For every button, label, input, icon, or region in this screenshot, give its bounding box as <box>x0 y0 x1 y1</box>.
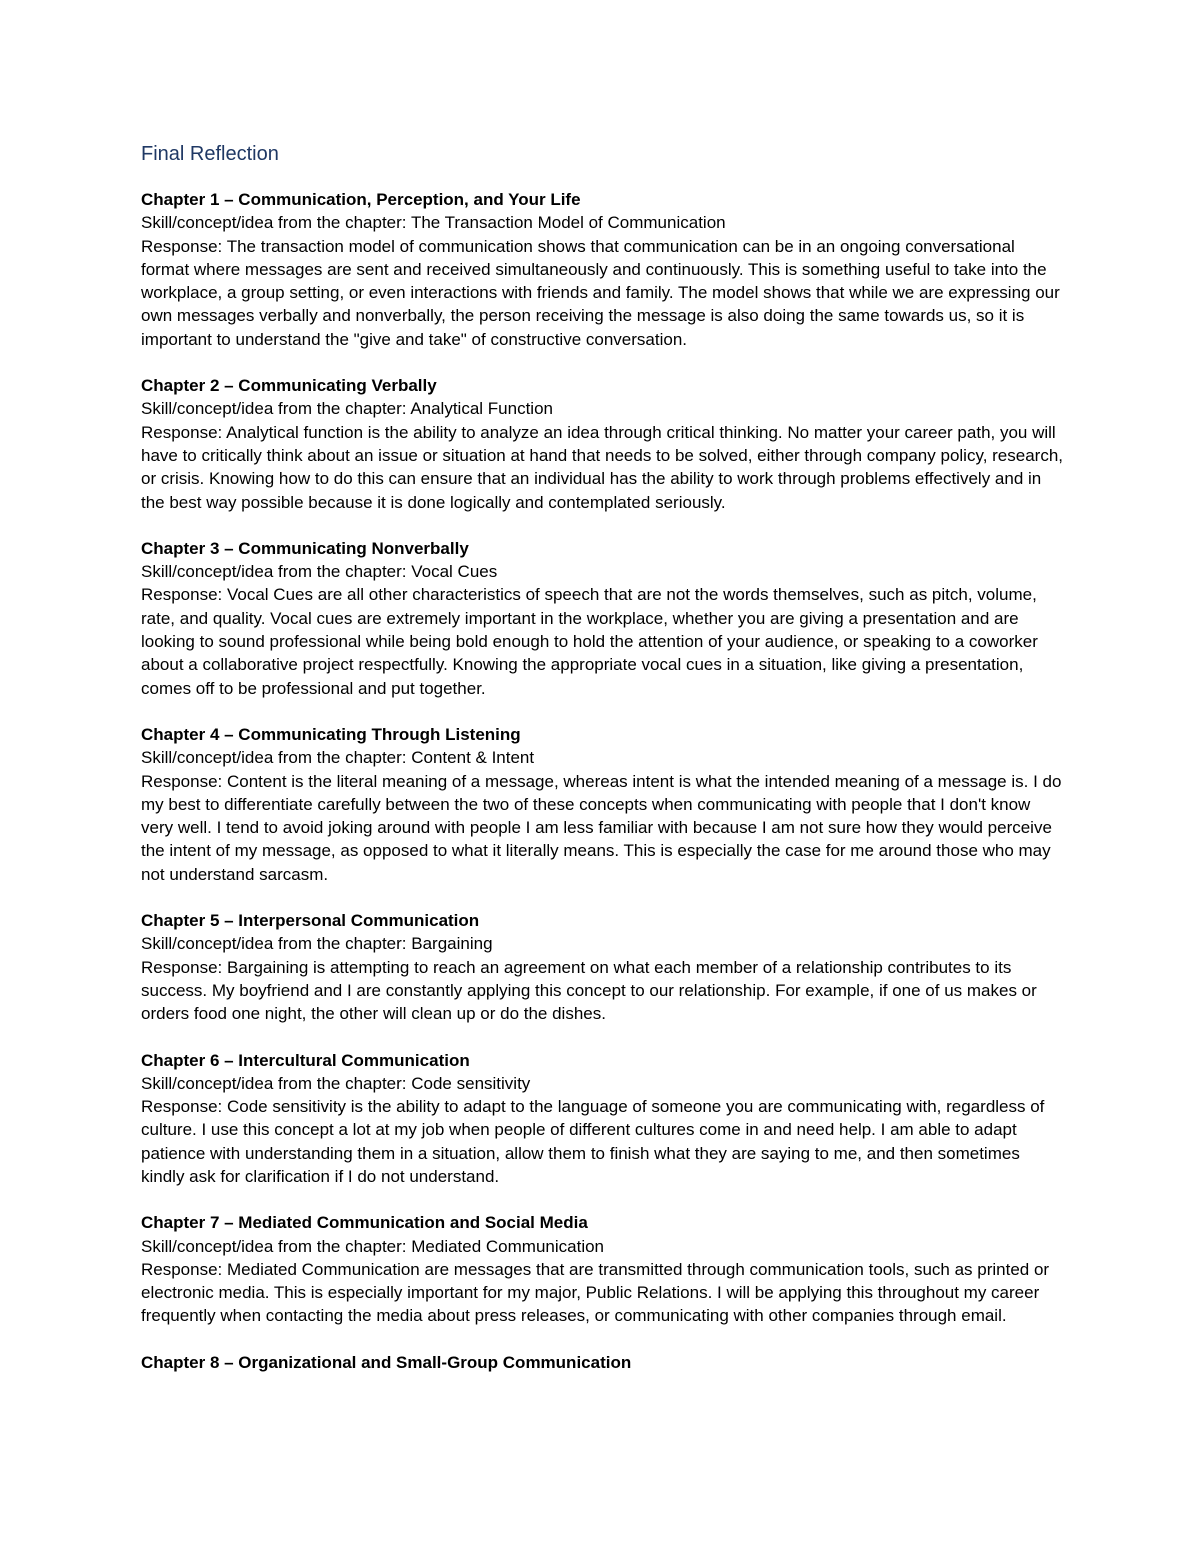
skill-line <box>141 1072 1066 1095</box>
response-text: Vocal Cues are all other characteristics of speech that are not the words themselves, such as pitch, volume, rate, and quality. Vocal cues are extremely important in the workplace, whether you are giving a presentation and are looking to sound professional while being bold enough to hold the attention of your audience, or speaking to a coworker about a collaborative project respectfully. Knowing the appropriate vocal cues in a situation, like giving a presentation, comes off to be professional and put together. <box>141 585 1038 698</box>
chapter-heading: Chapter 5 – Interpersonal Communication <box>141 911 480 931</box>
skill-value: Content & Intent <box>411 748 535 768</box>
chapter-section-8 <box>141 1351 1066 1374</box>
response-prefix: Response: <box>141 585 227 605</box>
response-prefix: Response: <box>141 422 227 442</box>
response-text: Analytical function is the ability to analyze an idea through critical thinking. No matter your career path, you will have to critically think about an issue or situation at hand that needs to be solved, either through company policy, research, or crisis. Knowing how to do this can ensure that an individual has the ability to work through problems effectively and in the best way possible because it is done logically and contemplated seriously. <box>141 422 1064 512</box>
skill-prefix: Skill/concept/idea from the chapter: <box>141 934 412 954</box>
chapter-heading: Chapter 7 – Mediated Communication and Social Media <box>141 1213 588 1233</box>
skill-line <box>141 211 1066 234</box>
chapter-heading: Chapter 1 – Communication, Perception, and Your Life <box>141 190 581 209</box>
response-text: Code sensitivity is the ability to adapt to the language of someone you are communicating with, regardless of culture. I use this concept a lot at my job when people of different cultures come in and need help. I am able to adapt patience with understanding them in a situation, allow them to finish what they are saying to me, and then sometimes kindly ask for clarification if I do not understand. <box>141 1097 1045 1186</box>
response-prefix: Response: <box>141 957 227 977</box>
response-text: The transaction model of communication shows that communication can be in an ongoing conversational format where messages are sent and received simultaneously and continuously. This is something useful to take into the workplace, a group setting, or even interactions with friends and family. The model shows that while we are expressing our own messages verbally and nonverbally, the person receiving the message is also doing the same towards us, so it is important to understand the "give and take" of constructive conversation. <box>141 236 1060 349</box>
skill-line <box>141 1235 1066 1258</box>
skill-value: The Transaction Model of Communication <box>410 213 726 233</box>
response-text: Mediated Communication are messages that are transmitted through communication tools, such as printed or electronic media. This is especially important for my major, Public Relations. I will be applying this throughout my career frequently when contacting the media about press releases, or communicating with other companies through email. <box>141 1259 1050 1326</box>
chapter-heading: Chapter 8 – Organizational and Small-Group Communication <box>141 1352 632 1372</box>
response-text: Bargaining is attempting to reach an agreement on what each member of a relationship contributes to its success. My boyfriend and I are constantly applying this concept to our relationship. For example, if one of us makes or orders food one night, the other will clean up or do the dishes. <box>141 957 1037 1024</box>
chapter-heading: Chapter 4 – Communicating Through Listening <box>141 724 521 744</box>
skill-prefix: Skill/concept/idea from the chapter: <box>141 1073 412 1093</box>
chapter-heading: Chapter 6 – Intercultural Communication <box>141 1050 470 1070</box>
skill-value: Code sensitivity <box>411 1073 531 1093</box>
response-prefix: Response: <box>141 236 227 256</box>
response-paragraph <box>141 770 1066 886</box>
skill-line <box>141 932 1066 955</box>
skill-line <box>141 746 1066 769</box>
response-prefix: Response: <box>141 1097 227 1117</box>
response-paragraph <box>141 1258 1066 1328</box>
document-page <box>141 140 1066 1397</box>
response-paragraph <box>141 956 1066 1026</box>
chapter-heading: Chapter 2 – Communicating Verbally <box>141 376 437 396</box>
chapter-section-1 <box>141 188 1066 351</box>
response-prefix: Response: <box>141 1259 227 1279</box>
chapter-section-3 <box>141 537 1066 700</box>
response-paragraph <box>141 583 1066 699</box>
skill-value: Analytical Function <box>410 399 553 419</box>
chapter-section-5 <box>141 909 1066 1025</box>
skill-prefix: Skill/concept/idea from the chapter: <box>141 748 412 768</box>
skill-line <box>141 397 1066 420</box>
chapter-heading: Chapter 3 – Communicating Nonverbally <box>141 538 469 558</box>
skill-value: Bargaining <box>411 934 493 954</box>
response-text: Content is the literal meaning of a message, whereas intent is what the intended meaning of a message is. I do my best to differentiate carefully between the two of these concepts when communicating with people that I don't know very well. I tend to avoid joking around with people I am less familiar with because I am not sure how they would perceive the intent of my message, as opposed to what it literally means. This is especially the case for me around those who may not understand sarcasm. <box>141 771 1062 884</box>
chapter-section-2 <box>141 374 1066 514</box>
skill-line <box>141 560 1066 583</box>
chapter-section-4 <box>141 723 1066 886</box>
skill-prefix: Skill/concept/idea from the chapter: <box>141 399 411 419</box>
skill-value: Vocal Cues <box>411 562 498 582</box>
response-paragraph <box>141 235 1066 351</box>
skill-prefix: Skill/concept/idea from the chapter: <box>141 1236 412 1256</box>
chapter-section-6 <box>141 1049 1066 1189</box>
response-paragraph <box>141 421 1066 514</box>
skill-value: Mediated Communication <box>411 1236 605 1256</box>
document-title: Final Reflection <box>141 143 279 165</box>
chapter-section-7 <box>141 1211 1066 1327</box>
response-prefix: Response: <box>141 771 227 791</box>
skill-prefix: Skill/concept/idea from the chapter: <box>141 562 412 582</box>
skill-prefix: Skill/concept/idea from the chapter: <box>141 213 411 233</box>
response-paragraph <box>141 1095 1066 1188</box>
